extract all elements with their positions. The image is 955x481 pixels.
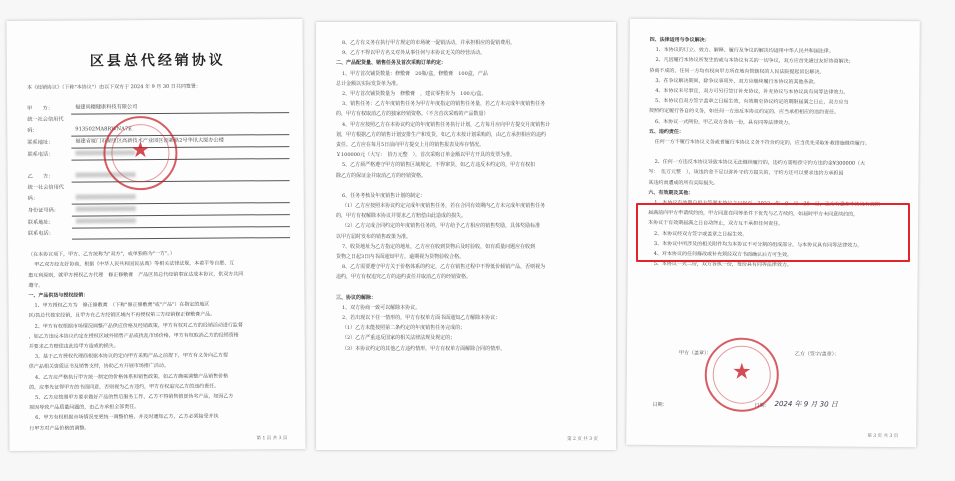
party-a-field <box>27 101 289 115</box>
section-heading: 六、有效期及其他： <box>648 189 694 197</box>
page-number: 第 1 页 共 3 页 <box>256 436 288 442</box>
star-icon: ★ <box>731 359 752 385</box>
party-a-date-label: 日期： <box>652 401 668 409</box>
clause-line: 4、甲方应按照乙方在本协议约定的年度销售任务执行计划，乙方每月应向甲方提交月度销售计 <box>342 121 551 128</box>
intro-line: 本《经销协议》（下称"本协议"）由以下双方于 2024 年 9 月 30 日共同签署： <box>26 83 201 91</box>
clause-line: 以甲方届时发布的销售政策为准。 <box>336 233 412 240</box>
clause-line: 按照约定履行各自的义务，如任何一方违反本协议约定的，应当承担相应的违约责任。 <box>649 108 840 116</box>
clause-line: ，如乙方违反本协议约定在授权区域外销售产品或扰乱市场价格，甲方有权取消乙方的经销资格 <box>28 332 239 340</box>
section-heading: 四、法律适用与争议解决： <box>649 36 710 44</box>
credit-code-label: 统一社会信用代码： <box>27 116 64 135</box>
document-title: 区县总代经销协议 <box>89 52 226 70</box>
party-a-value: 福建尚穗健康科技有限公司 <box>71 101 289 115</box>
clause-line: 4、乙方应严格执行甲方统一制定的价格体系和销售政策，如乙方确需调整产品销售价格 <box>34 373 229 381</box>
clause-line: 6、任务考核及年度销售计划的制定： <box>342 192 426 199</box>
clause-line: 责任。乙方应在每月5日前向甲方提交上月的销售报表及库存情况。 <box>336 142 485 149</box>
page-number: 第 3 页 共 3 页 <box>867 433 899 440</box>
clause-line: 5、本协议一式二份，双方各执一份，每份具有同等法律效力。 <box>653 261 792 269</box>
party-a-signature-label: 甲方（盖章）： <box>678 350 712 357</box>
clause-line: 本协议于有效期届满之日自动终止，双方互不承担任何责任。 <box>648 220 784 228</box>
clause-line: 的，甲方有权解除本协议并要求乙方赔偿由此造成的损失。 <box>336 213 467 220</box>
highlight-box-breach-clause <box>636 203 910 262</box>
party-b-contact-label: 联系电话： <box>27 230 54 238</box>
clause-line: 划，甲方根据乙方的销售计划安排生产和发货，如乙方未按计划采购的，由乙方承担相应的违约 <box>336 131 547 138</box>
redacted-mark <box>76 206 136 211</box>
clause-line: 原因导致产品质量问题的，由乙方承担全部责任。 <box>29 404 140 412</box>
preamble-line: 甲乙双方经友好协商，根据《中华人民共和国民法典》等相关法律法规，本着平等自愿、互 <box>34 260 235 269</box>
clause-line: 2、若出现以下任一情形的，甲方有权单方面书面通知乙方解除本协议： <box>342 315 501 322</box>
clause-line: 的，甲方有权取消乙方的独家经销资格。（不含首次采购的产品数量） <box>336 111 489 118</box>
clause-line: 除乙方的保证金并取消乙方的经销资格。 <box>336 172 427 179</box>
clause-line: 6、甲方有权根据市场情况变更统一调整价格，并及时通知乙方，乙方必须接受并执 <box>35 414 219 422</box>
contract-page-2 <box>316 22 616 450</box>
clause-line: 区/县总代独家经销，且甲方在乙方经销区域内不再授权第三方经销修正修敷膏产品。 <box>28 312 216 320</box>
clause-line: 2、甲方有权根据市场情况调整产品供应价格及经销政策，甲方有权对乙方的经销活动进行监督 <box>34 322 243 330</box>
clause-line: 1、甲方首次铺货数量：修敷膏 20瓶/盒，修敷膏 100盒，产品 <box>342 70 488 77</box>
clause-line: （2）乙方完成合同约定的年度销售任务的，甲方给予乙方相应的销售奖励，具体奖励标准 <box>342 223 541 230</box>
party-b-address-field <box>28 215 290 229</box>
clause-line: 2、甲方首次铺货数量为 修敷膏 ，建议零售价为 100元/盒。 <box>342 91 487 98</box>
clause-line: 7、收货地址为乙方指定的地址，乙方应在收到货物后及时验收，如有质量问题应在收到 <box>342 243 536 250</box>
clause-line: 的，应事先征得甲方的书面同意，否则视为乙方违约，甲方有权追究乙方的违约责任。 <box>29 383 220 391</box>
section-heading: 二、产品配货量、销售任务及首次采购订单约定： <box>336 60 447 67</box>
section-heading: 三、协议的解除： <box>336 294 377 301</box>
party-b-value-redacted <box>72 169 290 183</box>
parties-note: （在本协议项下，甲方、乙方统称为"双方"，或单独称为"一方"。） <box>28 251 175 259</box>
clause-line: 协商不成的，任何一方均有权向甲方所在地有管辖权的人民法院提起诉讼解决。 <box>649 67 825 76</box>
clause-line: 任何一方不履行本协议义务或者履行本协议义务不符合约定的，应当优先采取补救措施继续履行。 <box>654 138 870 147</box>
clause-line: 3、在争议解决期间，除争议事项外，双方应继续履行本协议的其他条款。 <box>655 77 819 86</box>
party-b-signature-label: 乙方（签字/盖章）： <box>794 351 840 358</box>
page-number: 第 2 页 共 3 页 <box>567 437 598 442</box>
clause-line: 供产品相关资质证书及销售支持，协助乙方开展市场推广活动。 <box>28 363 169 371</box>
party-b-date-label: 日期： <box>754 402 770 409</box>
party-b-contact-field <box>28 227 290 240</box>
clause-line: 违约，甲方有权追究乙方的违约责任并取消乙方的经销资格。 <box>336 274 472 281</box>
credit-code-value: 913502MA8RWNA7E <box>71 123 289 137</box>
clause-line: 5、乙方须严格遵守甲方的销售区域规定，不得窜货，如乙方违反本约定的，甲方有权扣 <box>342 162 536 169</box>
company-seal-stamp <box>704 337 779 412</box>
clause-line: 4、本协议未尽事宜，双方可另行签订补充协议，补充协议与本协议具有同等法律效力。 <box>655 87 849 96</box>
section-heading: 五、违约责任： <box>648 128 684 136</box>
clause-line: 总计金额以实际发货单为准。 <box>336 80 402 87</box>
party-b-date-value: 2024 年 9 月 30 日 <box>774 400 838 409</box>
party-a-label: 甲 方： <box>27 105 54 113</box>
section-heading: 一、产品供货与授权经销： <box>28 292 89 299</box>
highlighted-clause-line: 写： 伍万元整 ），该违约金不足以弥补守约方损失的，守约方还可以要求违约方承担因 <box>648 169 844 178</box>
party-b-credit-label: 统一社会信用代码： <box>27 184 65 203</box>
clause-line: （1）乙方应按照本协议约定完成年度销售任务，若在合同有效期内乙方未完成年度销售任务 <box>342 203 546 210</box>
contact-label: 联系电话： <box>27 151 54 159</box>
highlighted-clause-line: 其违约而遭成的所有实际损失。 <box>648 179 719 187</box>
party-b-address-label: 联系地址： <box>27 219 54 227</box>
clause-line: 1、本协议的订立、效力、解释、履行及争议的解决均适用中华人民共和国法律。 <box>655 47 834 55</box>
clause-line: 3、销售任务：乙方年度销售任务为甲方年度指定的销售任务量，若乙方未完成年度销售任务 <box>342 101 546 108</box>
address-label: 联系地址： <box>27 139 54 147</box>
clause-line: 1、双方协商一致可以解除本协议。 <box>342 304 421 311</box>
clause-line: 1、甲方授权乙方为 修正修敷膏 （下称"修正修敷膏"或"产品"）在指定的地区 <box>34 301 230 310</box>
clause-line: 6、本协议一式两份，甲乙双方各执一份，具有同等法律效力。 <box>654 118 794 126</box>
clause-line: 并要求乙方赔偿由此给甲方造成的损失。 <box>28 343 119 350</box>
clause-line: 8、乙方有义务在执行甲方规定的市场统一促销活动，并承担相应的促销费用。 <box>342 40 516 46</box>
contract-page-1 <box>7 19 306 451</box>
clause-line: 届满前向甲方申请续约的，甲方同意在同等条件下优先与乙方续约，如届时甲方未同意续约的， <box>648 210 859 218</box>
star-icon: ★ <box>130 138 151 164</box>
clause-line: 5、乙方应按照甲方要求做好产品的售后服务工作，乙方不得销售假冒伪劣产品，如因乙方 <box>35 393 234 401</box>
highlighted-clause-line: 2、任何一方违反本协议导致本协议无法继续履行的，违约方需赔偿守约方违约金¥300000（大 <box>654 159 866 168</box>
clause-line: 2、本协议经双方签字或盖章之日起生效。 <box>653 230 748 238</box>
id-label: 身份证号码： <box>27 207 59 215</box>
redacted-mark <box>76 194 136 199</box>
address-value: 福建省厦门市湖里区高新技术产业园区创新路2号华讯大厦办公楼 <box>71 135 289 149</box>
clause-line: 3、基于乙方授权代理商根据本协议的定向甲方采购产品之前提下，甲方有义务向乙方提 <box>34 352 229 361</box>
clause-line: 9、乙方不得以甲方名义对外从事任何与本协议无关的经营活动。 <box>342 50 486 57</box>
clause-line: 3、本协议中所涉及的相关附件均为本协议不可分割的组成部分，与本协议具有同等法律效力。 <box>653 240 863 249</box>
clause-line: ￥100000元（大写： 拾万元整 ），首次采购订单金额以甲方开具的发票为准。 <box>336 152 516 159</box>
clause-line: 行甲方对产品价格的调整。 <box>29 425 90 432</box>
clause-line: 1、本协议有效期自甲方签署本协议之日起至 2022 年 9 月 30 日，乙方有意在本协议有效期 <box>654 200 880 208</box>
preamble-line: 遵守。 <box>28 282 44 289</box>
clause-line: 5、本协议自双方签字盖章之日起生效，有效期至协议约定的期限届满之日止，双方应当 <box>655 98 849 106</box>
clause-line: 货物之日起3日内书面通知甲方，逾期视为货物验收合格。 <box>336 254 465 261</box>
clause-line: 4、对本协议的任何修改或补充须经双方书面确认后方可生效。 <box>653 251 793 259</box>
party-b-address-redacted <box>72 215 290 229</box>
clause-line: （3）本协议约定的其他乙方违约情形，甲方有权单方面解除合同的情形。 <box>342 345 506 352</box>
clause-line: 2、凡因履行本协议所发生的或与本协议有关的一切争议，双方应首先通过友好协商解决； <box>655 57 854 66</box>
preamble-line: 惠互利原则，就甲方授权乙方代理 修正修敷膏 产品区县总代经销事宜达成本协议，供双方共同 <box>28 271 244 279</box>
clause-line: 8、乙方需要遵守甲方关于价格体系的约定，乙方在销售过程中不得低价倾销产品，否则视为 <box>342 264 546 271</box>
company-seal-stamp <box>103 116 178 191</box>
party-b-label: 乙 方： <box>27 173 54 181</box>
clause-line: （2）乙方严重违反国家的相关法律法规及规定的； <box>342 335 456 342</box>
clause-line: （1）乙方未能按照第二条约定的年度销售任务完成的； <box>342 325 466 332</box>
redacted-mark <box>76 218 136 223</box>
